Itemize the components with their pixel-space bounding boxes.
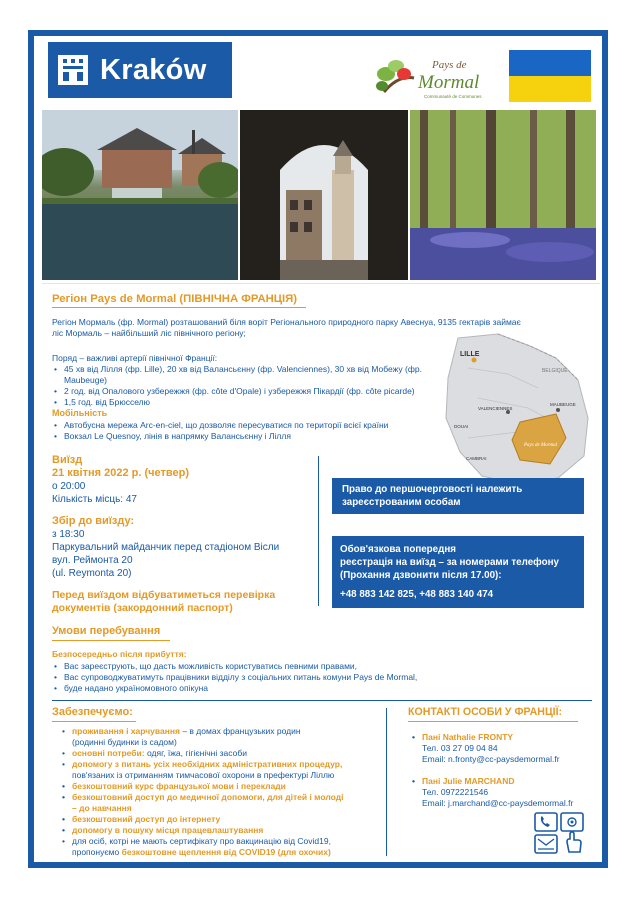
departure-date: 21 квітня 2022 р. (четвер) — [52, 467, 190, 479]
contact-card — [410, 776, 573, 809]
conditions-list — [52, 661, 452, 694]
photo-town-gate — [240, 110, 408, 280]
meeting-title: Збір до виїзду: — [52, 515, 135, 527]
region-map — [438, 328, 594, 488]
near-item: • 1,5 год. від Брюсселю — [52, 397, 452, 408]
near-arteries — [52, 353, 452, 408]
priority-line-2: зареєстрованим особам — [342, 497, 461, 508]
condition-item: • Вас зареєструють, що дасть можливість користуватись певними правами, — [52, 661, 452, 672]
departure-seats: Кількість місць: 47 — [52, 494, 137, 505]
mormal-logo-line1: Pays de — [432, 59, 467, 71]
provide-item-internet: • безкоштовний доступ до інтернету — [60, 814, 370, 825]
registration-line-1: Обов'язкова попередня — [340, 544, 456, 555]
map-label-valenciennes: VALENCIENNES — [478, 406, 513, 411]
photo-divider — [42, 283, 600, 284]
contacts-vertical-divider — [386, 708, 387, 856]
pays-de-mormal-logo — [374, 50, 492, 106]
contact-email[interactable]: Email: n.fronty@cc-paysdemormal.fr — [422, 754, 560, 764]
tap-hand-icon — [567, 832, 581, 852]
contacts-title: КОНТАКТІ ОСОБИ У ФРАНЦІЇ: — [408, 706, 563, 718]
contact-card — [410, 732, 560, 765]
mail-envelope-icon — [535, 835, 557, 853]
phone-icon — [535, 813, 557, 831]
registration-line-2: реєстрація на виїзд – за номерами телефону — [340, 557, 559, 568]
photo-strip — [42, 110, 600, 280]
check-note-line-1: Перед виїздом відбуватиметься перевірка — [52, 589, 276, 601]
provide-item-vaccine: • для осіб, котрі не мають сертифікату про вакцинацію від Covid19, пропонуємо безкоштовне щеплення від COVID19 (для охочих) — [60, 836, 370, 858]
check-note-line-2: документів (закордонний паспорт) — [52, 602, 233, 614]
contact-tel: Тел. 03 27 09 04 84 — [422, 743, 498, 753]
contact-email[interactable]: Email: j.marchand@cc-paysdemormal.fr — [422, 798, 574, 808]
mobility-list — [52, 420, 432, 442]
meeting-time: з 18:30 — [52, 529, 85, 540]
provide-item-housing: • проживання і харчування – в домах французьких родин (родинні будинки із садом) — [60, 726, 370, 748]
region-intro-line-1: Регіон Мормаль (фр. Mormal) розташований біля воріт Регіонального природного парку Авеснуа, 9135 гектарів займає — [52, 317, 521, 327]
registration-line-3: (Прохання дзвонити після 17.00): — [340, 570, 502, 581]
mobility-label: Мобільність — [52, 408, 108, 418]
near-item: • 2 год. від Опалового узбережжя (фр. côte d'Opale) і узбережжя Пікардії (фр. côte picarde) — [52, 386, 452, 397]
ukraine-flag — [509, 50, 591, 102]
near-label: Поряд – важливі артерії північної Франції: — [52, 353, 218, 363]
info-vertical-divider — [318, 456, 319, 606]
provide-item-french-course: • безкоштовний курс французької мови і переклади — [60, 781, 370, 792]
poster-frame — [28, 30, 608, 868]
meeting-street: вул. Реймонта 20 — [52, 555, 133, 566]
mobility-item: • Автобусна мережа Arc-en-ciel, що дозволяє пересуватися по території всієї країни — [52, 420, 432, 431]
map-label-belgique: BELGIQUE — [542, 368, 568, 374]
photo-watermill — [42, 110, 238, 280]
conditions-title: Умови перебування — [52, 625, 161, 637]
provide-item-admin: • допомогу з питань усіх необхідних адміністративних процедур, пов'язаних із отриманням тимчасової охорони в префектурі Ліллю — [60, 759, 370, 781]
near-item: • 45 хв від Лілля (фр. Lille), 20 хв від Валансьєнну (фр. Valenciennes), 30 хв від Мобежу (фр. Maubeuge) — [52, 364, 452, 386]
mobility-item: • Вокзал Le Quesnoy, лінія в напрямку Валансьєнну і Лілля — [52, 431, 432, 442]
map-label-cambrai: CAMBRAI — [466, 456, 487, 461]
registration-phones: +48 883 142 825, +48 883 140 474 — [340, 589, 494, 600]
provide-underline — [52, 721, 136, 722]
provide-item-jobs: • допомогу в пошуку місця працевлаштування — [60, 825, 370, 836]
provide-list — [60, 726, 370, 858]
departure-time: о 20:00 — [52, 481, 86, 492]
registration-box — [332, 536, 584, 608]
contact-name: • Пані Julie MARCHAND — [410, 776, 573, 787]
provide-item-needs: • основні потреби: одяг, їжа, гігієнічні засоби — [60, 748, 370, 759]
meeting-place: Паркувальний майданчик перед стадіоном Вісли — [52, 542, 280, 553]
krakow-wordmark: Kraków — [100, 53, 207, 86]
contact-icons — [534, 812, 586, 854]
krakow-emblem-icon — [58, 55, 88, 85]
mormal-logo-subtitle: Communauté de Communes — [424, 94, 482, 99]
priority-box — [332, 478, 584, 514]
map-label-douai: DOUAI — [454, 424, 469, 429]
conditions-underline — [52, 640, 170, 641]
region-title-underline — [52, 307, 306, 308]
departure-title: Виїзд — [52, 454, 83, 466]
map-label-maubeuge: MAUBEUGE — [550, 402, 576, 407]
photo-forest — [410, 110, 596, 280]
meeting-street-alt: (ul. Reymonta 20) — [52, 568, 132, 579]
contacts-underline — [408, 721, 578, 722]
contact-tel: Тел. 0972221546 — [422, 787, 489, 797]
mormal-logo-line2: Mormal — [418, 72, 480, 93]
condition-item: • буде надано україномовного опікуна — [52, 683, 452, 694]
krakow-logo — [48, 42, 232, 98]
provide-title: Забезпечуємо: — [52, 706, 133, 718]
arrival-label: Безпосередньо після прибуття: — [52, 649, 187, 659]
email-at-icon — [561, 813, 583, 831]
map-label-mormal: Pays de Mormal — [524, 443, 558, 448]
region-title: Регіон Pays de Mormal (ПІВНІЧНА ФРАНЦІЯ) — [52, 293, 298, 305]
condition-item: • Вас супроводжуватимуть працівники відділу з соціальних питань комуни Pays de Mormal, — [52, 672, 452, 683]
check-note — [52, 589, 275, 615]
provide-item-medical: • безкоштовний доступ до медичної допомоги, для дітей і молоді – до навчання — [60, 792, 370, 814]
contact-name: • Пані Nathalie FRONTY — [410, 732, 560, 743]
conditions-bottom-rule — [52, 700, 592, 701]
map-label-lille: LILLE — [460, 351, 480, 358]
region-intro-line-2: ліс Мормаль – найбільший ліс північного регіону; — [52, 328, 246, 338]
priority-line-1: Право до першочерговості належить — [342, 484, 523, 495]
